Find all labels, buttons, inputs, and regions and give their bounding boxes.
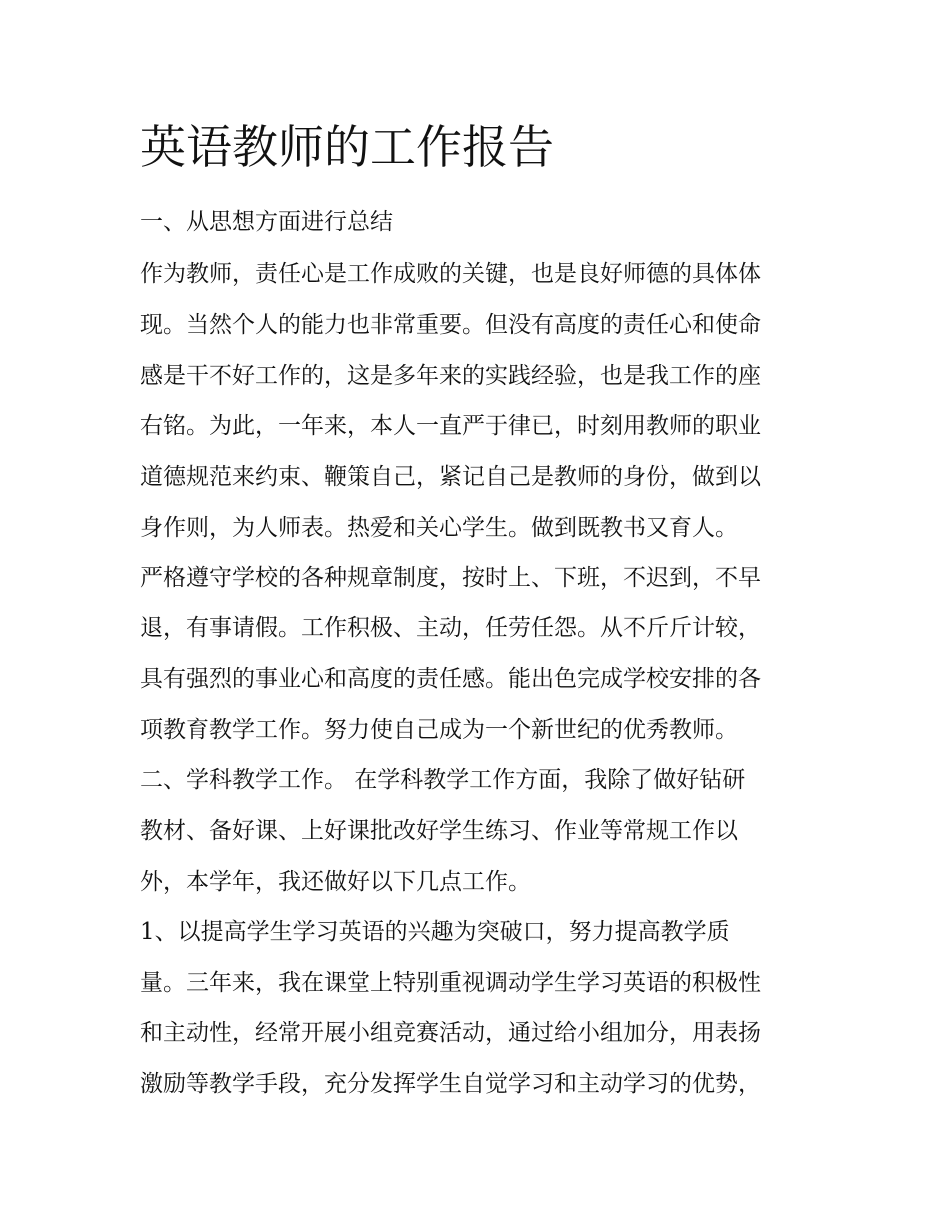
list-item-1: 1、以提高学生学习英语的兴趣为突破口，努力提高教学质 (140, 919, 730, 945)
paragraph-line: 量。三年来，我在课堂上特别重视调动学生学习英语的积极性 (140, 970, 761, 996)
paragraph-line: 感是干不好工作的，这是多年来的实践经验，也是我工作的座 (140, 363, 761, 389)
section-heading-2: 二、学科教学工作。 在学科教学工作方面，我除了做好钻研 (140, 767, 746, 793)
paragraph-line: 现。当然个人的能力也非常重要。但没有高度的责任心和使命 (140, 312, 761, 338)
paragraph-line: 教材、备好课、上好课批改好学生练习、作业等常规工作以 (140, 818, 738, 844)
paragraph-line: 和主动性，经常开展小组竞赛活动，通过给小组加分，用表扬 (140, 1020, 761, 1046)
paragraph-line: 身作则，为人师表。热爱和关心学生。做到既教书又育人。 (140, 515, 738, 541)
paragraph-line: 具有强烈的事业心和高度的责任感。能出色完成学校安排的各 (140, 666, 761, 692)
section-heading-1: 一、从思想方面进行总结 (140, 209, 393, 235)
paragraph-line: 道德规范来约束、鞭策自己，紧记自己是教师的身份，做到以 (140, 464, 761, 490)
paragraph-line: 退，有事请假。工作积极、主动，任劳任怨。从不斤斤计较， (140, 615, 761, 641)
document-title: 英语教师的工作报告 (140, 120, 554, 174)
paragraph-line: 项教育教学工作。努力使自己成为一个新世纪的优秀教师。 (140, 717, 738, 743)
paragraph-line: 外，本学年，我还做好以下几点工作。 (140, 869, 531, 895)
paragraph-line: 严格遵守学校的各种规章制度，按时上、下班，不迟到，不早 (140, 565, 761, 591)
paragraph-line: 右铭。为此，一年来，本人一直严于律已，时刻用教师的职业 (140, 413, 761, 439)
paragraph-line: 作为教师，责任心是工作成败的关键，也是良好师德的具体体 (140, 261, 761, 287)
paragraph-line: 激励等教学手段，充分发挥学生自觉学习和主动学习的优势， (140, 1071, 761, 1097)
